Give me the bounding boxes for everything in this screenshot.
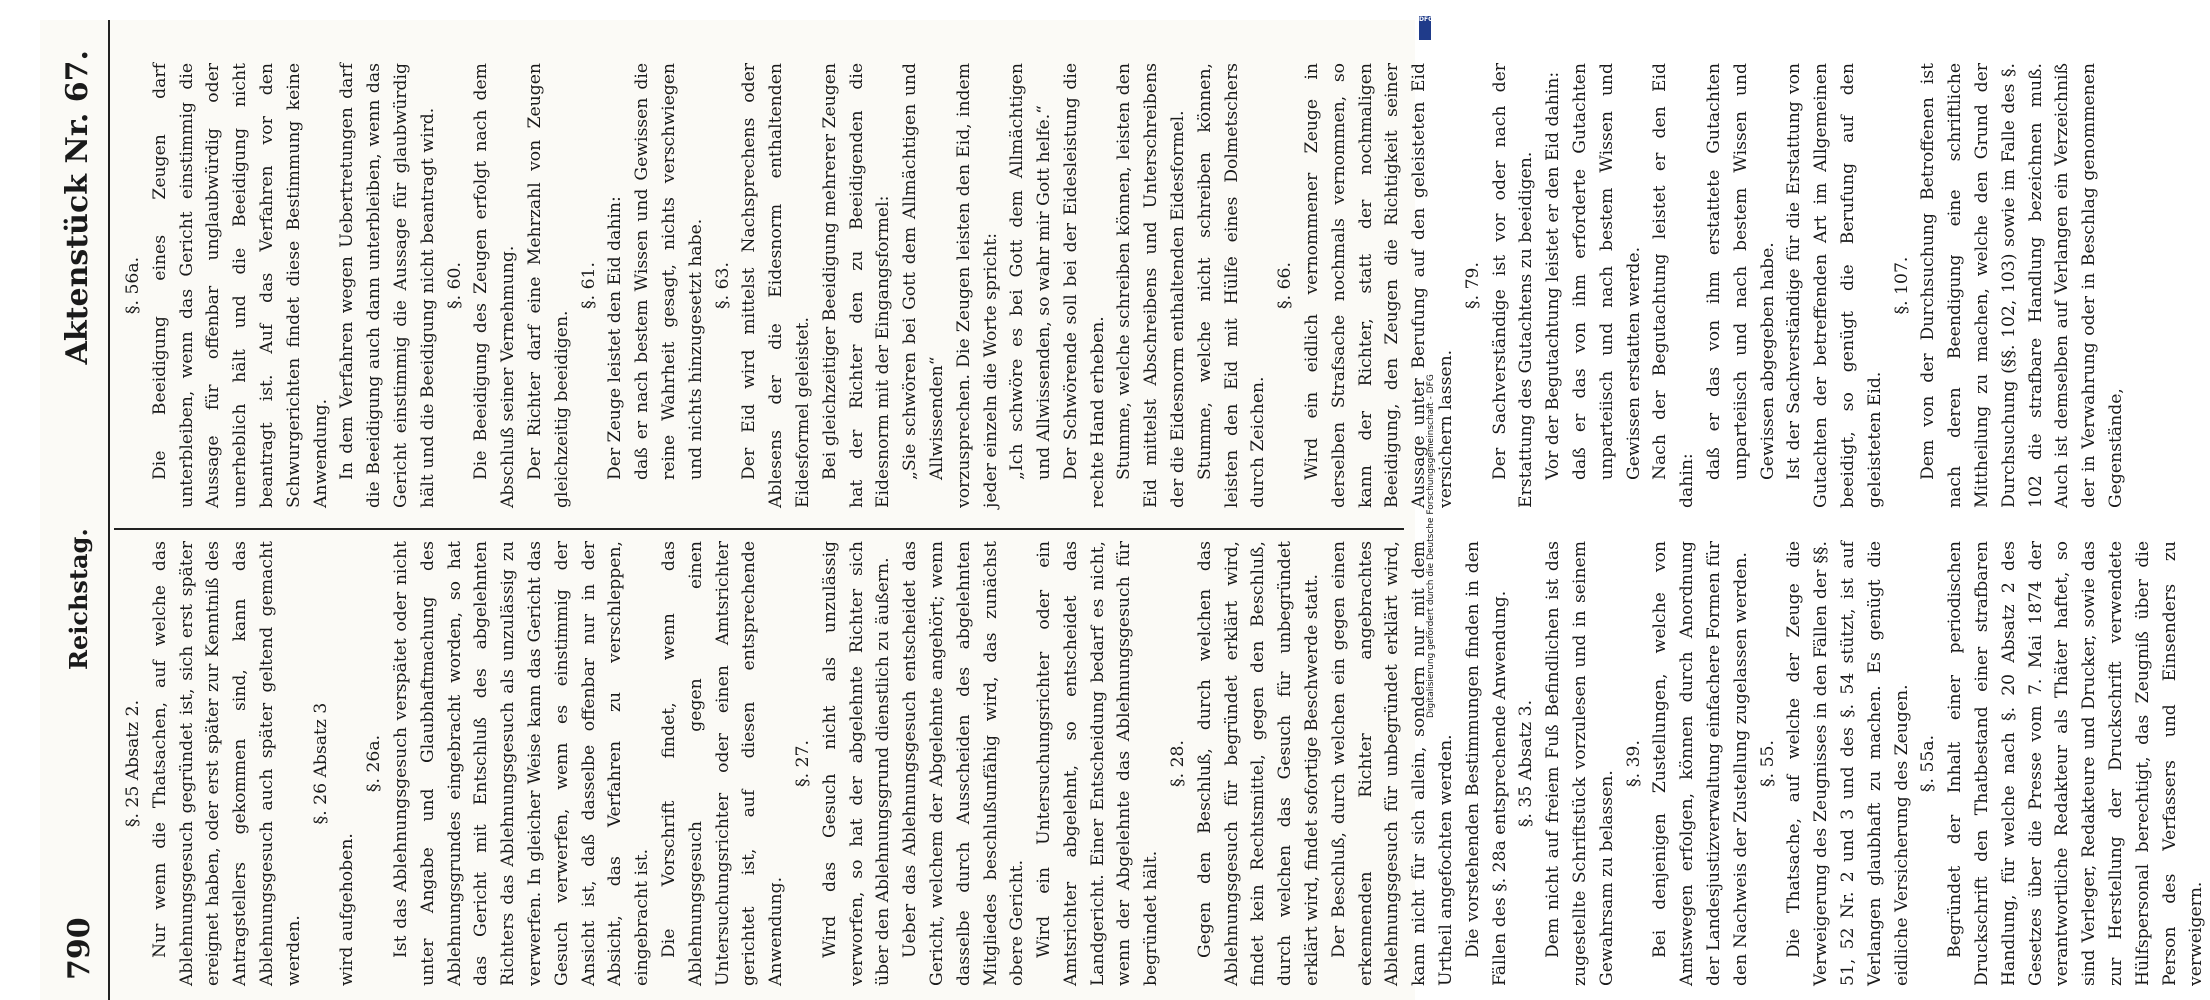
paragraph: Der Schwörende soll bei der Eidesleistung die rechte Hand erheben. (1060, 63, 1108, 508)
dfg-logo-text: DFG (1419, 16, 1434, 23)
paragraph: Begründet der Inhalt einer periodischen Druckschrift den Thatbestand einer strafbaren Handlung, für welche nach §. 20 Absatz 2 des Gesetzes über die Presse vom 7. Mai 1874 der verantwortliche Redakteur als Thäter haftet, so sind Verleger, Redakteure und Drucker, sowie das zur Herstellung der Druckschrift verwendete Hülfspersonal berechtigt, das Zeugniß über die Person des Verfassers und Einsenders zu verweigern. (1945, 541, 2207, 986)
paragraph: Die Beeidigung des Zeugen erfolgt nach dem Abschluß seiner Vernehmung. (471, 63, 519, 508)
oath-formula: „Ich schwöre es bei Gott dem Allmächtigen und Allwissenden, so wahr mir Gott helfe.“ (1007, 63, 1055, 480)
oath-formula: daß er das von ihm erstattete Gutachten unparteiisch und nach bestem Wissen und Gewissen abgegeben habe. (1704, 63, 1778, 480)
paragraph: Die Thatsache, auf welche der Zeuge die Verweigerung des Zeugnisses in den Fällen der §§. 51, 52 Nr. 2 und 3 und des §. 54 stützt, ist auf Verlangen glaubhaft zu machen. Es genügt die eidliche Versicherung des Zeugen. (1784, 541, 1912, 986)
paragraph: Der Eid wird mittelst Nachsprechens oder Ablesens der die Eidesnorm enthaltenden Eidesformel geleistet. (739, 63, 813, 508)
section-heading: §. 26a. (364, 734, 385, 793)
paragraph: Ueber das Ablehnungsgesuch entscheidet das Gericht, welchem der Abgelehnte angehört; wenn dasselbe durch Ausscheiden des abgelehnten Mitgliedes beschlußunfähig wird, das zunächst obere Gericht. (900, 541, 1028, 986)
page-number: 790 (62, 917, 97, 980)
paragraph: Dem nicht auf freiem Fuß Befindlichen ist das zugestellte Schriftstück vorzulesen und in seinem Gewahrsam zu belassen. (1543, 541, 1617, 986)
paragraph: Die Vorschrift findet, wenn das Ablehnungsgesuch gegen einen Untersuchungsrichter oder einen Amtsrichter gerichtet ist, auf diesen entsprechende Anwendung. (658, 541, 787, 986)
section-heading: §. 61. (578, 262, 599, 309)
column-divider (114, 528, 1404, 530)
section-heading: §. 55a. (1918, 734, 1939, 793)
paragraph: Stumme, welche schreiben können, leisten den Eid mittelst Abschreibens und Unterschreibens der die Eidesnorm enthaltenden Eidesformel. (1114, 63, 1189, 508)
section-heading: §. 55. (1757, 740, 1778, 787)
paragraph: Die Beeidigung eines Zeugen darf unterbleiben, wenn das Gericht einstimmig die Aussage für offenbar unglaubwürdig oder unerheblich hält und die Beeidigung nicht beantragt ist. Auf das Verfahren vor den Schwurgerichten findet diese Bestimmung keine Anwendung. (149, 63, 331, 508)
paragraph: Der Beschluß, durch welchen ein gegen einen erkennenden Richter angebrachtes Ablehnungsgesuch für unbegründet erklärt wird, kann nicht für sich allein, sondern nur mit dem Urtheil angefochten werden. (1328, 541, 1457, 986)
page-title: Reichstag. (64, 528, 93, 670)
paragraph: Dem von der Durchsuchung Betroffenen ist nach deren Beendigung eine schriftliche Mittheilung zu machen, welche den Grund der Durchsuchung (§§. 102, 103) sowie im Falle des §. 102 die strafbare Handlung bezeichnen muß. Auch ist demselben auf Verlangen ein Verzeichniß der in Verwahrung oder in Beschlag genommenen Gegenstände, (1918, 63, 2126, 508)
section-heading: §. 27. (792, 740, 813, 787)
imprint-text: Digitalisierung gefördert durch die Deutsche Forschungsgemeinschaft - DFG (1426, 374, 1436, 718)
paragraph: Bei denjenigen Zustellungen, welche von Amtswegen erfolgen, können durch Anordnung der Landesjustizverwaltung einfachere Formen für den Nachweis der Zustellung zugelassen werden. (1650, 541, 1751, 986)
paragraph: Gegen den Beschluß, durch welchen das Ablehnungsgesuch für begründet erklärt wird, findet kein Rechtsmittel, gegen den Beschluß, durch welchen das Gesuch für unbegründet erklärt wird, findet sofortige Beschwerde statt. (1194, 541, 1323, 986)
section-heading: §. 56a. (123, 256, 143, 315)
paragraph: Wird ein eidlich vernommener Zeuge in derselben Strafsache nochmals vernommen, so kann der Richter, statt der nochmaligen Beeidigung, den Zeugen die Richtigkeit seiner Aussage unter Berufung auf den geleisteten Eid versichern lassen. (1302, 63, 1457, 508)
paragraph: Vor der Begutachtung leistet er den Eid dahin: (1543, 71, 1564, 480)
paragraph: Nur wenn die Thatsachen, auf welche das Ablehnungsgesuch gegründet ist, sich erst später ereignet haben, oder erst später zur Kenntniß des Antragstellers gekommen sind, kann das Ablehnungsgesuch auch später geltend gemacht werden. (149, 541, 304, 986)
dfg-logo (1419, 16, 1434, 40)
section-heading: §. 35 Absatz 3. (1516, 699, 1537, 828)
oath-formula: daß er nach bestem Wissen und Gewissen die reine Wahrheit gesagt, nichts verschwiegen und nichts hinzugesetzt habe. (632, 63, 706, 480)
paragraph: Der Sachverständige ist vor oder nach der Erstattung des Gutachtens zu beeidigen. (1489, 63, 1537, 508)
paragraph: In dem Verfahren wegen Uebertretungen darf die Beeidigung auch dann unterbleiben, wenn das Gericht einstimmig die Aussage für glaubwürdig hält und die Beeidigung nicht beantragt wird. (337, 63, 438, 508)
paragraph: Stumme, welche nicht schreiben können, leisten den Eid mit Hülfe eines Dolmetschers durch Zeichen. (1194, 63, 1269, 508)
paragraph: vorzusprechen. Die Zeugen leisten den Eid, indem jeder einzeln die Worte spricht: (953, 63, 1001, 508)
section-heading: §. 26 Absatz 3 (310, 702, 331, 825)
paragraph: Der Zeuge leistet den Eid dahin: (605, 196, 626, 480)
paragraph: Die vorstehenden Bestimmungen finden in den Fällen des §. 28a entsprechende Anwendung. (1462, 541, 1510, 986)
oath-formula: „Sie schwören bei Gott dem Allmächtigen und Allwissenden“ (900, 63, 947, 480)
paragraph: Ist der Sachverständige für die Erstattung von Gutachten der betreffenden Art im Allgemeinen beeidigt, so genügt die Berufung auf den geleisteten Eid. (1784, 63, 1885, 508)
paragraph: Wird das Gesuch nicht als unzulässig verworfen, so hat der abgelehnte Richter sich über den Ablehnungsgrund dienstlich zu äußern. (819, 541, 894, 986)
paragraph: Ist das Ablehnungsgesuch verspätet oder nicht unter Angabe und Glaubhaftmachung des Ablehnungsgrundes eingebracht worden, so hat das Gericht mit Entschluß des abgelehnten Richters das Ablehnungsgesuch als unzulässig zu verwerfen. In gleicher Weise kann das Gericht das Gesuch verwerfen, wenn es einstimmig der Ansicht ist, daß dasselbe offenbar nur in der Absicht, das Verfahren zu verschleppen, eingebracht ist. (390, 541, 653, 986)
right-column (120, 63, 2126, 508)
section-heading: §. 28. (1168, 740, 1189, 787)
paragraph: Der Richter darf eine Mehrzahl von Zeugen gleichzeitig beeidigen. (524, 63, 572, 508)
paragraph: Nach der Begutachtung leistet er den Eid dahin: (1650, 63, 1698, 508)
section-heading: §. 39. (1623, 740, 1644, 787)
paragraph: wird aufgehoben. (337, 833, 358, 986)
oath-formula: daß er das von ihm erforderte Gutachten unparteiisch und nach bestem Wissen und Gewissen erstatten werde. (1570, 63, 1644, 480)
document-number: Aktenstück Nr. 67. (60, 50, 95, 365)
paragraph: Wird ein Untersuchungsrichter oder ein Amtsrichter abgelehnt, so entscheidet das Landgericht. Einer Entscheidung bedarf es nicht, wenn der Abgelehnte das Ablehnungsgesuch für begründet hält. (1034, 541, 1162, 986)
digitization-imprint (1418, 8, 1436, 992)
section-heading: §. 25 Absatz 2. (123, 699, 143, 828)
page-header (58, 20, 110, 1000)
section-heading: §. 79. (1462, 262, 1483, 309)
section-heading: §. 60. (444, 262, 465, 309)
section-heading: §. 107. (1891, 256, 1912, 315)
section-heading: §. 63. (712, 262, 733, 309)
section-heading: §. 66. (1275, 262, 1296, 309)
paragraph: Bei gleichzeitiger Beeidigung mehrerer Zeugen hat der Richter den zu Beeidigenden die Eidesnorm mit der Eingangsformel: (819, 63, 894, 508)
